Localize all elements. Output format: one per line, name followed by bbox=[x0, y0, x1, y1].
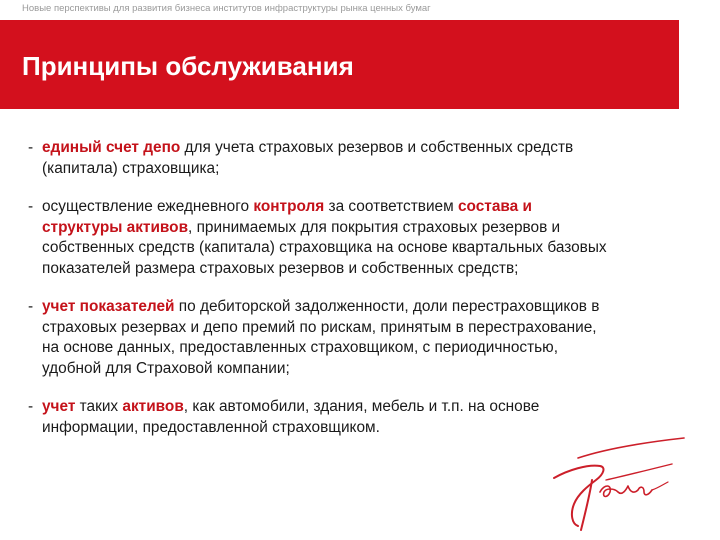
text-segment: за соответствием bbox=[324, 198, 458, 215]
bullet-item bbox=[28, 138, 678, 179]
text-segment: на основе данных, предоставленных страховщиком, с периодичностью, bbox=[42, 339, 558, 356]
text-segment: собственных средств (капитала) страховщика на основе квартальных базовых bbox=[42, 239, 607, 256]
highlighted-term: структуры активов bbox=[42, 218, 189, 236]
highlighted-term: активов bbox=[122, 398, 184, 415]
bullet-text bbox=[42, 138, 678, 179]
bullet-dash: - bbox=[28, 198, 34, 215]
highlighted-term: контроля bbox=[253, 198, 325, 215]
bullet-item bbox=[28, 297, 678, 379]
bullet-item bbox=[28, 397, 678, 438]
text-segment: , как автомобили, здания, мебель и т.п. на основе bbox=[183, 398, 540, 415]
text-segment: (капитала) страховщика; bbox=[42, 159, 220, 177]
bullet-text bbox=[42, 197, 678, 279]
text-segment: страховых резервах и депо премий по рискам, принятым в перестрахование, bbox=[42, 318, 597, 336]
highlighted-term: учет показателей bbox=[42, 298, 175, 315]
bullet-item bbox=[28, 197, 678, 279]
bullet-dash: - bbox=[28, 398, 34, 415]
text-segment: информации, предоставленной страховщиком. bbox=[42, 418, 380, 436]
bullet-list bbox=[28, 138, 678, 438]
text-segment: осуществление ежедневного bbox=[42, 198, 254, 215]
text-segment: для учета страховых резервов и собственных средств bbox=[180, 139, 574, 156]
page-title: Принципы обслуживания bbox=[22, 51, 354, 81]
highlighted-term: учет bbox=[42, 398, 76, 415]
bullet-dash: - bbox=[28, 139, 34, 156]
highlighted-term: единый счет депо bbox=[42, 139, 181, 156]
bullet-text bbox=[42, 397, 678, 438]
text-segment: , принимаемых для покрытия страховых резервов и bbox=[188, 218, 561, 236]
bullet-text bbox=[42, 297, 678, 379]
bullet-dash: - bbox=[28, 298, 34, 315]
text-segment: по дебиторской задолженности, доли перестраховщиков в bbox=[174, 298, 600, 315]
text-segment: удобной для Страховой компании; bbox=[42, 359, 290, 377]
header-caption: Новые перспективы для развития бизнеса институтов инфраструктуры рынка ценных бумаг bbox=[22, 3, 431, 14]
text-segment: показателей размера страховых резервов и собственных средств; bbox=[42, 259, 519, 277]
text-segment: таких bbox=[75, 398, 123, 415]
signature-image bbox=[548, 434, 688, 534]
highlighted-term: состава и bbox=[457, 198, 532, 215]
